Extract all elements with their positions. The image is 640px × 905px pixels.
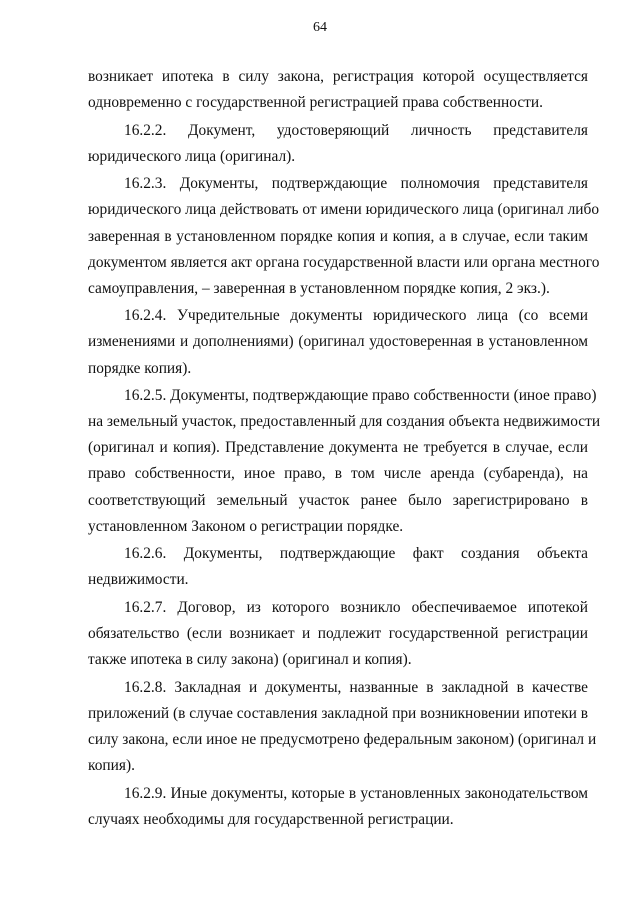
text-line: также ипотека в силу закона) (оригинал и копия).: [88, 651, 412, 669]
text-line: 16.2.2. Документ, удостоверяющий личность представителя: [124, 121, 588, 139]
text-line: юридического лица (оригинал).: [88, 147, 296, 165]
text-line: установленном Законом о регистрации порядке.: [88, 517, 404, 535]
text-line: 16.2.5. Документы, подтверждающие право собственности (иное право): [124, 387, 597, 405]
text-line: на земельный участок, предоставленный для создания объекта недвижимости: [88, 413, 601, 431]
text-line: порядке копия).: [88, 359, 192, 377]
text-line: юридического лица действовать от имени юридического лица (оригинал либо: [88, 201, 600, 219]
page-number: 64: [313, 20, 327, 35]
text-line: 16.2.6. Документы, подтверждающие факт создания объекта: [124, 545, 588, 563]
text-line: 16.2.4. Учредительные документы юридического лица (со всеми: [124, 307, 588, 325]
text-line: силу закона, если иное не предусмотрено федеральным законом) (оригинал и: [88, 730, 597, 748]
text-line: 16.2.7. Договор, из которого возникло обеспечиваемое ипотекой: [124, 598, 588, 616]
document-body: [88, 64, 601, 833]
text-line: (оригинал и копия). Представление документа не требуется в случае, если: [88, 439, 588, 457]
text-line: право собственности, иное право, в том числе аренда (субаренда), на: [88, 465, 588, 483]
text-line: 16.2.8. Закладная и документы, названные в закладной в качестве: [124, 678, 588, 696]
text-line: изменениями и дополнениями) (оригинал удостоверенная в установленном: [88, 333, 588, 351]
text-line: недвижимости.: [88, 571, 189, 589]
text-line: самоуправления, – заверенная в установленном порядке копия, 2 экз.).: [88, 279, 550, 297]
text-line: соответствующий земельный участок ранее было зарегистрировано в: [88, 491, 588, 509]
text-line: 16.2.3. Документы, подтверждающие полномочия представителя: [124, 175, 588, 193]
text-line: обязательство (если возникает и подлежит государственной регистрации: [88, 624, 588, 642]
text-line: копия).: [88, 756, 135, 774]
text-line: случаях необходимы для государственной регистрации.: [88, 810, 454, 828]
text-line: одновременно с государственной регистрацией права собственности.: [88, 94, 543, 112]
text-line: возникает ипотека в силу закона, регистрация которой осуществляется: [88, 68, 588, 85]
text-line: документом является акт органа государственной власти или органа местного: [88, 253, 600, 271]
text-line: заверенная в установленном порядке копия и копия, а в случае, если таким: [88, 227, 588, 245]
text-line: приложений (в случае составления закладной при возникновении ипотеки в: [88, 704, 588, 722]
text-line: 16.2.9. Иные документы, которые в установленных законодательством: [124, 784, 588, 802]
